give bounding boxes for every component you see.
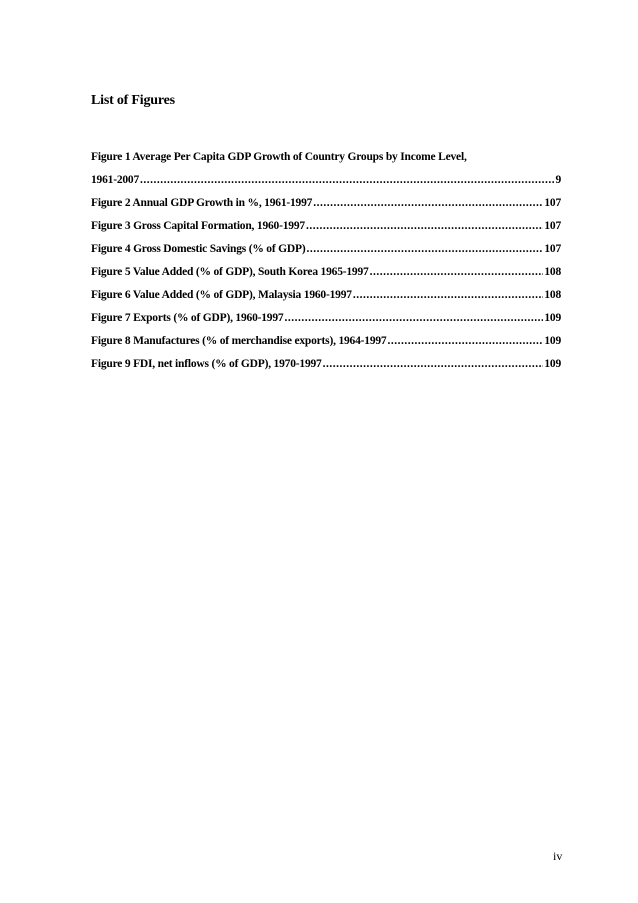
toc-entry-page: 107: [544, 197, 561, 209]
toc-entry[interactable]: [91, 261, 561, 284]
toc-entry-title: Figure 4 Gross Domestic Savings (% of GDP): [91, 243, 306, 255]
dot-leader: [313, 192, 543, 215]
toc-entry[interactable]: [91, 238, 561, 261]
page-number: iv: [553, 849, 563, 863]
toc-entry-page: 109: [544, 312, 561, 324]
toc-entry-title: Figure 3 Gross Capital Formation, 1960-1997: [91, 220, 305, 232]
toc-entry-page: 108: [544, 289, 561, 301]
toc-entry[interactable]: [91, 307, 561, 330]
toc-entry[interactable]: [91, 284, 561, 307]
toc-entry-title: Figure 7 Exports (% of GDP), 1960-1997: [91, 312, 284, 324]
dot-leader: [323, 353, 544, 376]
toc-entry-page: 107: [544, 243, 561, 255]
dot-leader: [370, 261, 544, 284]
toc-entry-page: 9: [555, 174, 561, 186]
dot-leader: [353, 284, 544, 307]
page-title: List of Figures: [91, 93, 175, 108]
toc-entry-title: Figure 8 Manufactures (% of merchandise exports), 1964-1997: [91, 335, 387, 347]
dot-leader: [284, 307, 543, 330]
dot-leader: [306, 238, 543, 261]
toc-entry-title: 1961-2007: [91, 174, 140, 186]
toc-entry-title: Figure 5 Value Added (% of GDP), South Korea 1965-1997: [91, 266, 369, 278]
toc-entry-title-line[interactable]: Figure 1 Average Per Capita GDP Growth of Country Groups by Income Level,: [91, 151, 467, 163]
list-of-figures: [91, 146, 561, 376]
toc-entry[interactable]: [91, 330, 561, 353]
dot-leader: [387, 330, 543, 353]
toc-entry-page: 109: [544, 335, 561, 347]
toc-entry-title: Figure 6 Value Added (% of GDP), Malaysia 1960-1997: [91, 289, 352, 301]
toc-entry-title: Figure 2 Annual GDP Growth in %, 1961-1997: [91, 197, 313, 209]
toc-entry[interactable]: [91, 353, 561, 376]
toc-entry-title: Figure 9 FDI, net inflows (% of GDP), 1970-1997: [91, 358, 322, 370]
toc-entry-page: 109: [544, 358, 561, 370]
dot-leader: [306, 215, 543, 238]
toc-entry[interactable]: [91, 192, 561, 215]
toc-entry[interactable]: [91, 215, 561, 238]
toc-entry-page: 107: [544, 220, 561, 232]
dot-leader: [140, 169, 554, 192]
toc-entry[interactable]: [91, 169, 561, 192]
toc-entry-page: 108: [544, 266, 561, 278]
